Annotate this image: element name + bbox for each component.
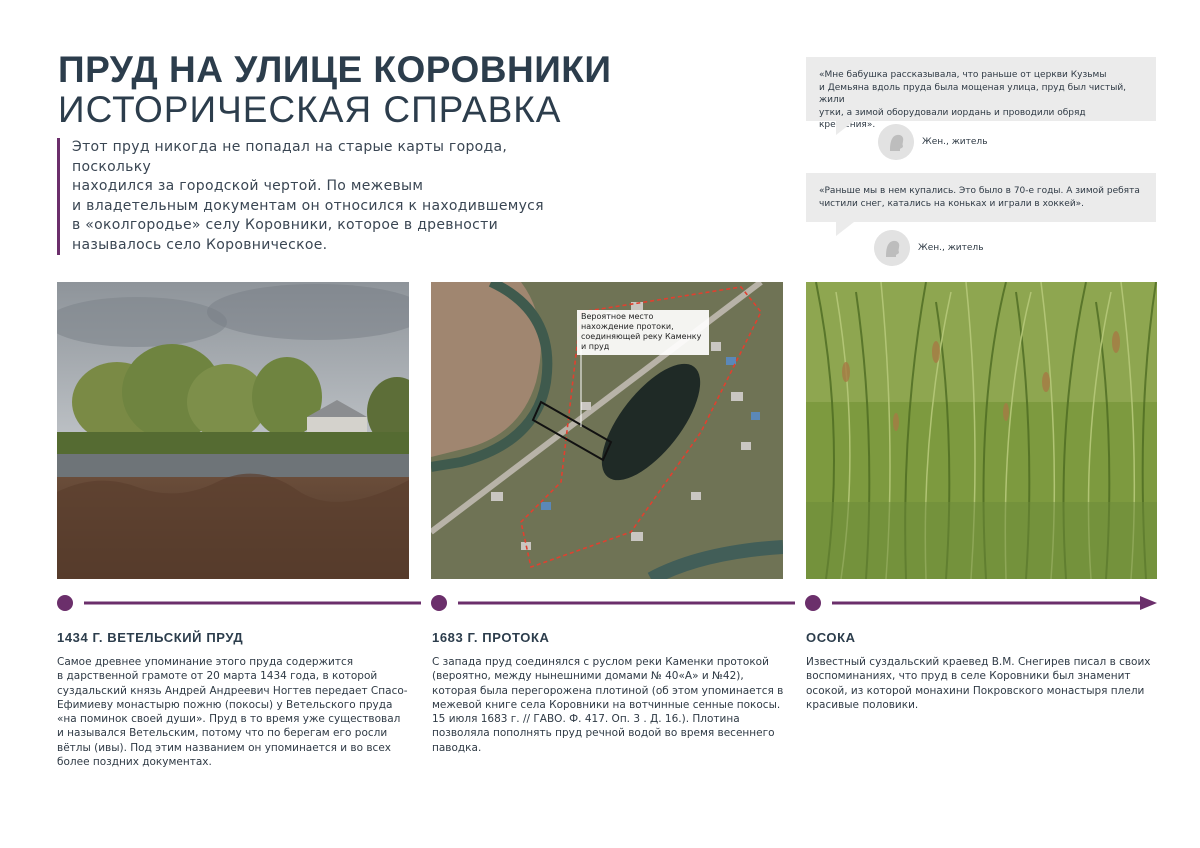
quote-bubble-1 <box>806 57 1156 130</box>
page-title: ПРУД НА УЛИЦЕ КОРОВНИКИ <box>58 49 612 90</box>
person-silhouette-icon <box>874 230 910 266</box>
section-title-3: ОСОКА <box>806 630 856 645</box>
quote-text-2: «Раньше мы в нем купались. Это было в 70-е годы. А зимой ребята чистили снег, катались на коньках и играли в хоккей». <box>819 186 1140 209</box>
section-title-2: 1683 Г. ПРОТОКА <box>432 630 550 645</box>
map-label: Вероятное место нахождение протоки, соединяющей реку Каменку и пруд <box>577 310 709 355</box>
section-text-1: Самое древнее упоминание этого пруда содержится в дарственной грамоте от 20 марта 1434 года, в которой суздальский князь Андрей Андреевич Ногтев передает Спасо- Ефимиеву монастырю пожню (покосы) у Ветельского пруда «на поминок своей души». Пруд в то время уже существовал и назывался Ветельским, потому что по берегам его росли вётлы (ивы). Под этим названием он упоминается и во всех более поздних документах. <box>57 656 408 769</box>
intro-text: Этот пруд никогда не попадал на старые карты города, поскольку находился за городской чертой. По межевым и владетельным документам он относился к находившемуся в «околгородье» селу Коровники, которое в древности называлось село Коровническое. <box>72 139 544 253</box>
quote-author-1 <box>878 124 988 160</box>
quote-bubble-2 <box>806 173 1156 222</box>
quote-author-2 <box>874 230 984 266</box>
section-text-3: Известный суздальский краевед В.М. Снегирев писал в своих воспоминаниях, что пруд в селе Коровники был знаменит осокой, из которой монахини Покровского монастыря плели красивые половики. <box>806 656 1151 711</box>
timeline <box>0 590 1200 616</box>
person-silhouette-icon <box>878 124 914 160</box>
sedge-photo <box>806 282 1157 579</box>
pond-photo <box>57 282 409 579</box>
page-subtitle: ИСТОРИЧЕСКАЯ СПРАВКА <box>58 89 562 130</box>
author-label: Жен., житель <box>922 137 988 147</box>
section-title-1: 1434 Г. ВЕТЕЛЬСКИЙ ПРУД <box>57 630 244 645</box>
arrow-right-icon <box>1140 596 1157 610</box>
aerial-map <box>431 282 783 579</box>
author-label: Жен., житель <box>918 243 984 253</box>
timeline-dot-3 <box>805 595 821 611</box>
timeline-dot-2 <box>431 595 447 611</box>
timeline-dot-1 <box>57 595 73 611</box>
quote-text-1: «Мне бабушка рассказывала, что раньше от церкви Кузьмы и Демьяна вдоль пруда была мощеная улица, пруд был чистый, жили утки, а зимой оборудовали иордань и проводили обряд крещения». <box>819 70 1127 130</box>
section-text-2: С запада пруд соединялся с руслом реки Каменки протокой (вероятно, между нынешними домами № 40«А» и №42), которая была перегорожена плотиной (об этом упоминается в межевой книге села Коровники на вотчинные сенные покосы. 15 июля 1683 г. // ГАВО. Ф. 417. Оп. 3 . Д. 16.). Плотина позволяла пополнять пруд речной водой во время весеннего паводка. <box>432 656 784 754</box>
intro-block <box>57 138 577 255</box>
